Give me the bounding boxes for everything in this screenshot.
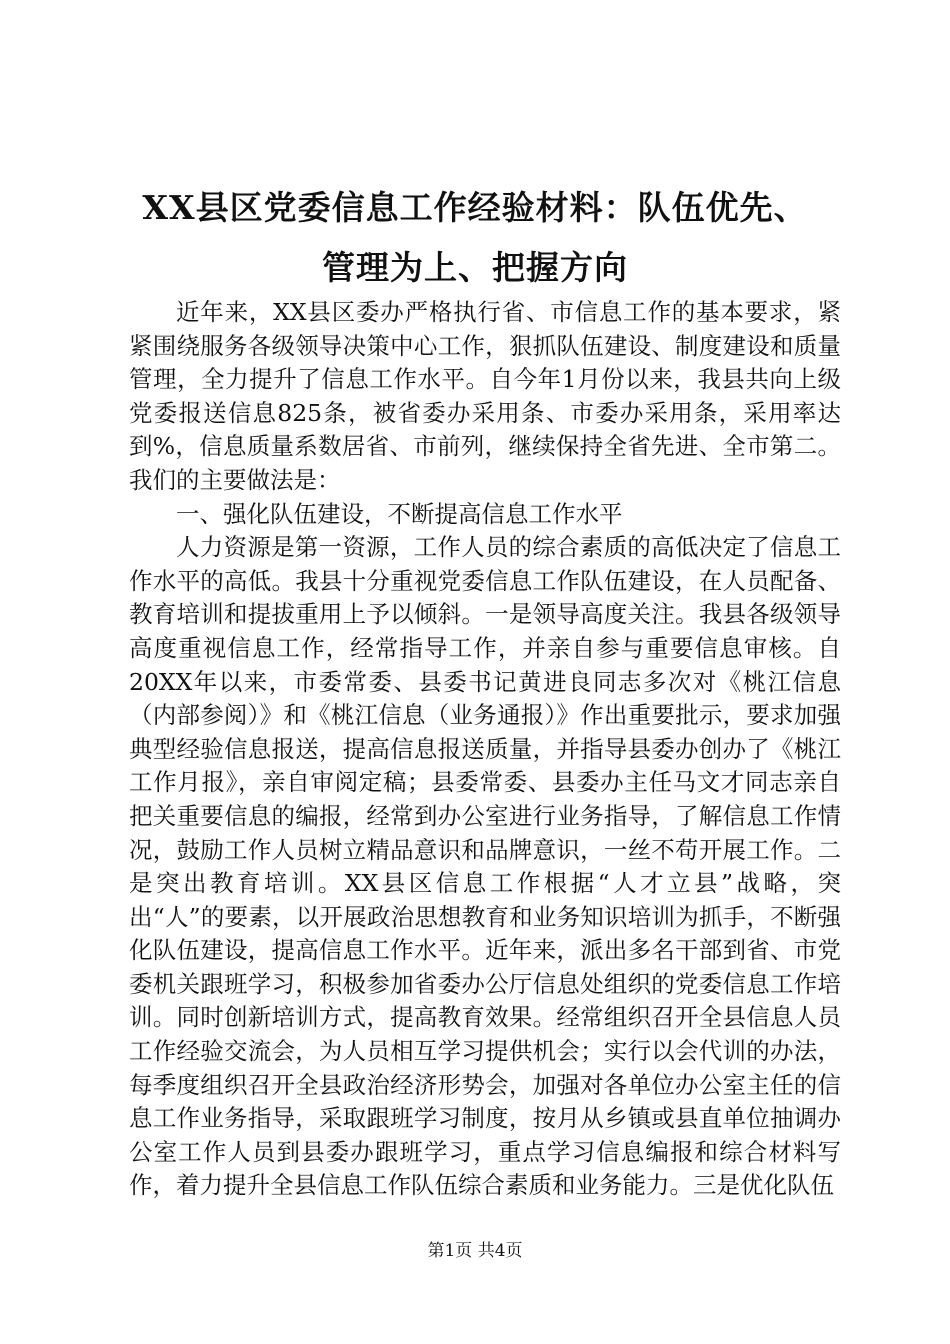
paragraph-team-building: 人力资源是第一资源，工作人员的综合素质的高低决定了信息工作水平的高低。我县十分重视党委信息工作队伍建设，在人员配备、教育培训和提拔重用上予以倾斜。一是领导高度关注。我县各级领导高度重视信息工作，经常指导工作，并亲自参与重要信息审核。自20XX年以来，市委常委、县委书记黄进良同志多次对《桃江信息（内部参阅）》和《桃江信息（业务通报）》作出重要批示，要求加强典型经验信息报送，提高信息报送质量，并指导县委办创办了《桃江工作月报》，亲自审阅定稿；县委常委、县委办主任马文才同志亲自把关重要信息的编报，经常到办公室进行业务指导，了解信息工作情况，鼓励工作人员树立精品意识和品牌意识，一丝不苟开展工作。二是突出教育培训。XX县区信息工作根据“人才立县”战略，突出“人”的要素，以开展政治思想教育和业务知识培训为抓手，不断强化队伍建设，提高信息工作水平。近年来，派出多名干部到省、市党委机关跟班学习，积极参加省委办公厅信息处组织的党委信息工作培训。同时创新培训方式，提高教育效果。经常组织召开全县信息人员工作经验交流会，为人员相互学习提供机会；实行以会代训的办法，每季度组织召开全县政治经济形势会，加强对各单位办公室主任的信息工作业务指导，采取跟班学习制度，按月从乡镇或县直单位抽调办公室工作人员到县委办跟班学习，重点学习信息编报和综合材料写作，着力提升全县信息工作队伍综合素质和业务能力。三是优化队伍 xyxy=(129,533,841,1200)
paragraph-intro: 近年来，XX县区委办严格执行省、市信息工作的基本要求，紧紧围绕服务各级领导决策中心工作，狠抓队伍建设、制度建设和质量管理，全力提升了信息工作水平。自今年1月份以来，我县共向上级党委报送信息825条，被省委办采用条、市委办采用条，采用率达到%，信息质量系数居省、市前列，继续保持全省先进、全市第二。我们的主要做法是： xyxy=(129,298,841,494)
document-body xyxy=(129,296,841,1203)
page-number-footer: 第1页 共4页 xyxy=(427,1241,523,1261)
document-title-line-2: 管理为上、把握方向 xyxy=(322,248,628,287)
section-heading: 一、强化队伍建设，不断提高信息工作水平 xyxy=(176,499,623,528)
document-title-line-1: XX县区党委信息工作经验材料：队伍优先、 xyxy=(142,188,808,227)
